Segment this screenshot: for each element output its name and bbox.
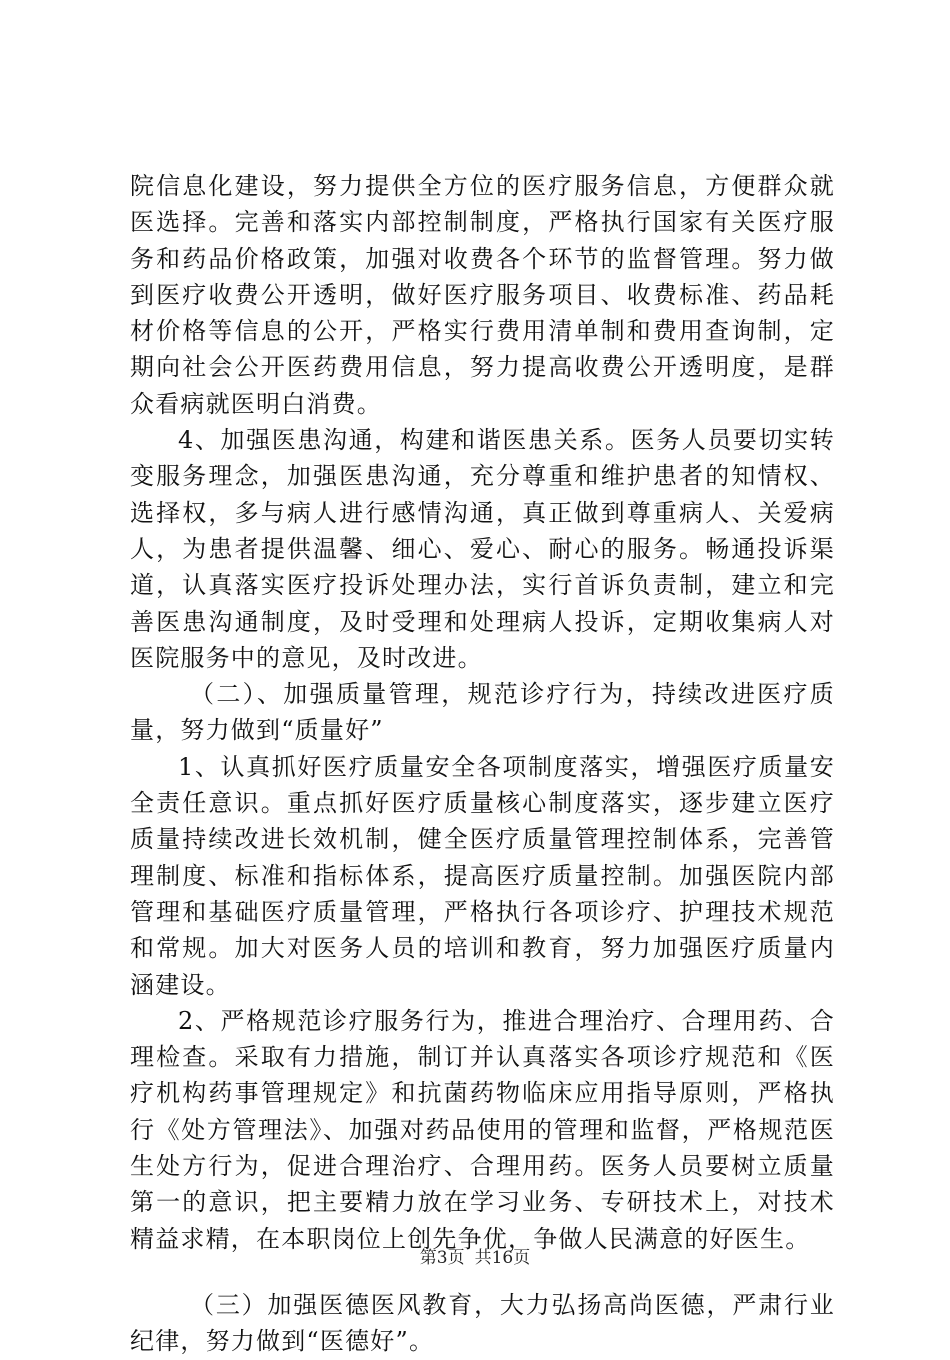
section-heading-2: （二）、加强质量管理，规范诊疗行为，持续改进医疗质量，努力做到“质量好”: [130, 680, 835, 745]
paragraph-item-2: 2、严格规范诊疗服务行为，推进合理治疗、合理用药、合理检查。采取有力措施，制订并认真落实各项诊疗规范和《医疗机构药事管理规定》和抗菌药物临床应用指导原则，严格执行《处方管理法》、加强对药品使用的管理和监督，严格规范医生处方行为，促进合理治疗、合理用药。医务人员要树立质量第一的意识，把主要精力放在学习业务、专研技术上，对技术精益求精，在本职岗位上创先争优，争做人民满意的好医生。: [130, 1006, 835, 1253]
page-total: 共16页: [474, 1248, 531, 1268]
paragraph-continuation: 院信息化建设，努力提供全方位的医疗服务信息，方便群众就医选择。完善和落实内部控制制度，严格执行国家有关医疗服务和药品价格政策，加强对收费各个环节的监督管理。努力做到医疗收费公开透明，做好医疗服务项目、收费标准、药品耗材价格等信息的公开，严格实行费用清单制和费用查询制，定期向社会公开医药费用信息，努力提高收费公开透明度，是群众看病就医明白消费。: [130, 172, 835, 418]
page-footer: [0, 1243, 950, 1268]
document-body: [130, 168, 835, 1360]
paragraph-item-4: 4、加强医患沟通，构建和谐医患关系。医务人员要切实转变服务理念，加强医患沟通，充分尊重和维护患者的知情权、选择权，多与病人进行感情沟通，真正做到尊重病人、关爱病人，为患者提供温馨、细心、爱心、耐心的服务。畅通投诉渠道，认真落实医疗投诉处理办法，实行首诉负责制，建立和完善医患沟通制度，及时受理和处理病人投诉，定期收集病人对医院服务中的意见，及时改进。: [130, 426, 835, 672]
section-heading-3: （三）加强医德医风教育，大力弘扬高尚医德，严肃行业纪律，努力做到“医德好”。: [130, 1290, 835, 1356]
paragraph-item-1: 1、认真抓好医疗质量安全各项制度落实，增强医疗质量安全责任意识。重点抓好医疗质量核心制度落实，逐步建立医疗质量持续改进长效机制，健全医疗质量管理控制体系，完善管理制度、标准和指标体系，提高医疗质量控制。加强医院内部管理和基础医疗质量管理，严格执行各项诊疗、护理技术规范和常规。加大对医务人员的培训和教育，努力加强医疗质量内涵建设。: [130, 752, 835, 999]
page-number: 第3页: [419, 1248, 465, 1268]
